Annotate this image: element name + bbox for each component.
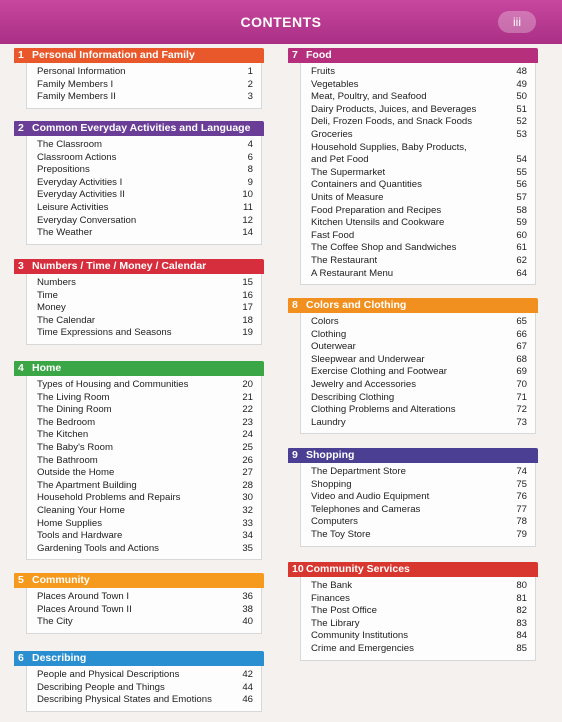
toc-section-s4 bbox=[14, 361, 264, 560]
entry-page-number: 11 bbox=[243, 201, 253, 213]
toc-section-s2 bbox=[14, 121, 264, 245]
section-header bbox=[288, 448, 538, 463]
toc-entry[interactable] bbox=[301, 479, 535, 492]
section-header bbox=[288, 562, 538, 577]
page-title: CONTENTS bbox=[240, 14, 322, 30]
entry-page-number: 14 bbox=[242, 227, 253, 239]
entry-title: Exercise Clothing and Footwear bbox=[311, 366, 447, 378]
entry-page-number: 72 bbox=[516, 404, 527, 416]
entry-title: Household Supplies, Baby Products, and Pet Food bbox=[311, 141, 467, 166]
section-number: 2 bbox=[18, 122, 24, 134]
entry-title: The Restaurant bbox=[311, 254, 378, 266]
toc-entry[interactable] bbox=[301, 79, 535, 92]
toc-entry[interactable] bbox=[301, 392, 535, 405]
entry-title: Jewelry and Accessories bbox=[311, 378, 417, 390]
entry-title: The Dining Room bbox=[37, 404, 112, 416]
entry-page-number: 8 bbox=[247, 164, 253, 176]
section-number: 1 bbox=[18, 49, 24, 61]
toc-entry[interactable] bbox=[27, 290, 261, 303]
entry-title: Places Around Town I bbox=[37, 591, 130, 602]
toc-entry[interactable] bbox=[301, 316, 535, 329]
section-header bbox=[14, 573, 264, 588]
entry-title: Prepositions bbox=[37, 164, 90, 176]
entry-page-number: 23 bbox=[242, 416, 253, 428]
entry-page-number: 79 bbox=[516, 528, 527, 540]
entry-page-number: 75 bbox=[516, 478, 527, 490]
section-entries bbox=[300, 463, 536, 547]
entry-title: Personal Information bbox=[37, 66, 126, 77]
toc-entry[interactable] bbox=[27, 66, 261, 79]
entry-page-number: 78 bbox=[516, 516, 527, 528]
entry-title: The Living Room bbox=[37, 391, 110, 403]
toc-entry[interactable] bbox=[301, 366, 535, 379]
entry-page-number: 60 bbox=[516, 229, 527, 241]
page-number-badge: iii bbox=[498, 11, 536, 33]
section-title: Community Services bbox=[306, 563, 410, 575]
toc-entry[interactable] bbox=[301, 91, 535, 104]
toc-entry[interactable] bbox=[301, 516, 535, 529]
toc-entry[interactable] bbox=[301, 104, 535, 117]
toc-entry[interactable] bbox=[301, 230, 535, 243]
entry-title: Finances bbox=[311, 592, 350, 604]
entry-title: Clothing Problems and Alterations bbox=[311, 404, 456, 416]
entry-title: The Library bbox=[311, 617, 360, 629]
section-header bbox=[288, 48, 538, 63]
entry-page-number: 54 bbox=[516, 154, 527, 166]
toc-entry[interactable] bbox=[301, 491, 535, 504]
entry-page-number: 66 bbox=[516, 328, 527, 340]
toc-entry[interactable] bbox=[27, 379, 261, 392]
entry-page-number: 55 bbox=[516, 166, 527, 178]
entry-title: The Bank bbox=[311, 580, 353, 591]
toc-entry[interactable] bbox=[27, 417, 261, 430]
entry-page-number: 33 bbox=[242, 517, 253, 529]
toc-entry[interactable] bbox=[27, 518, 261, 531]
entry-page-number: 12 bbox=[242, 214, 253, 226]
entry-page-number: 30 bbox=[242, 492, 253, 504]
entry-title: People and Physical Descriptions bbox=[37, 669, 180, 680]
entry-title: Home Supplies bbox=[37, 517, 103, 529]
entry-page-number: 22 bbox=[242, 404, 253, 416]
entry-page-number: 42 bbox=[242, 669, 253, 680]
section-number: 7 bbox=[292, 49, 298, 61]
entry-page-number: 2 bbox=[247, 78, 253, 90]
toc-entry[interactable] bbox=[301, 242, 535, 255]
toc-entry[interactable] bbox=[301, 255, 535, 268]
toc-entry[interactable] bbox=[27, 302, 261, 315]
toc-entry[interactable] bbox=[27, 91, 261, 104]
entry-page-number: 67 bbox=[516, 341, 527, 353]
entry-page-number: 27 bbox=[242, 467, 253, 479]
toc-entry[interactable] bbox=[301, 404, 535, 417]
entry-page-number: 85 bbox=[516, 642, 527, 654]
toc-section-s3 bbox=[14, 259, 264, 345]
section-title: Colors and Clothing bbox=[306, 299, 407, 311]
entry-page-number: 1 bbox=[247, 66, 253, 77]
entry-page-number: 51 bbox=[516, 103, 527, 115]
entry-title: Types of Housing and Communities bbox=[37, 379, 189, 390]
toc-entry[interactable] bbox=[301, 129, 535, 142]
toc-entry[interactable] bbox=[27, 616, 261, 629]
toc-entry[interactable] bbox=[301, 142, 535, 167]
toc-entry[interactable] bbox=[301, 354, 535, 367]
entry-page-number: 81 bbox=[516, 592, 527, 604]
toc-entry[interactable] bbox=[301, 268, 535, 281]
section-title: Personal Information and Family bbox=[32, 49, 195, 61]
entry-title: The Bedroom bbox=[37, 416, 96, 428]
entry-page-number: 80 bbox=[516, 580, 527, 591]
entry-title: Everyday Activities II bbox=[37, 189, 125, 201]
section-number: 4 bbox=[18, 362, 24, 374]
toc-entry[interactable] bbox=[301, 192, 535, 205]
entry-page-number: 65 bbox=[516, 316, 527, 327]
entry-title: The Classroom bbox=[37, 139, 103, 150]
toc-entry[interactable] bbox=[27, 455, 261, 468]
entry-page-number: 58 bbox=[516, 204, 527, 216]
toc-entry[interactable] bbox=[301, 341, 535, 354]
section-title: Common Everyday Activities and Language bbox=[32, 122, 251, 134]
toc-entry[interactable] bbox=[301, 605, 535, 618]
entry-title: Household Problems and Repairs bbox=[37, 492, 181, 504]
entry-page-number: 36 bbox=[242, 591, 253, 602]
entry-title: Everyday Activities I bbox=[37, 176, 123, 188]
section-title: Community bbox=[32, 574, 90, 586]
section-number: 5 bbox=[18, 574, 24, 586]
entry-page-number: 32 bbox=[242, 504, 253, 516]
toc-entry[interactable] bbox=[27, 404, 261, 417]
entry-page-number: 17 bbox=[242, 302, 253, 314]
entry-title: Describing Physical States and Emotions bbox=[37, 694, 212, 706]
toc-entry[interactable] bbox=[27, 429, 261, 442]
toc-entry[interactable] bbox=[27, 79, 261, 92]
entry-title: Numbers bbox=[37, 277, 76, 288]
toc-entry[interactable] bbox=[27, 530, 261, 543]
section-entries bbox=[300, 313, 536, 434]
section-entries bbox=[26, 274, 262, 345]
toc-entry[interactable] bbox=[301, 504, 535, 517]
toc-entry[interactable] bbox=[27, 177, 261, 190]
entry-title: Units of Measure bbox=[311, 191, 384, 203]
entry-page-number: 68 bbox=[516, 353, 527, 365]
entry-title: Colors bbox=[311, 316, 339, 327]
entry-title: The Supermarket bbox=[311, 166, 386, 178]
toc-entry[interactable] bbox=[27, 442, 261, 455]
section-header bbox=[288, 298, 538, 313]
entry-title: Places Around Town II bbox=[37, 603, 132, 615]
toc-entry[interactable] bbox=[301, 167, 535, 180]
toc-entry[interactable] bbox=[27, 215, 261, 228]
toc-entry[interactable] bbox=[27, 467, 261, 480]
entry-page-number: 70 bbox=[516, 378, 527, 390]
entry-page-number: 26 bbox=[242, 454, 253, 466]
entry-page-number: 6 bbox=[247, 151, 253, 163]
toc-entry[interactable] bbox=[27, 604, 261, 617]
section-entries bbox=[26, 136, 262, 245]
entry-title: Time Expressions and Seasons bbox=[37, 327, 172, 339]
section-entries bbox=[26, 666, 262, 712]
toc-entry[interactable] bbox=[27, 139, 261, 152]
entry-title: The Coffee Shop and Sandwiches bbox=[311, 242, 457, 254]
entry-page-number: 24 bbox=[242, 429, 253, 441]
entry-page-number: 50 bbox=[516, 91, 527, 103]
entry-page-number: 3 bbox=[247, 91, 253, 103]
entry-title: Everyday Conversation bbox=[37, 214, 137, 226]
entry-title: The Kitchen bbox=[37, 429, 89, 441]
toc-entry[interactable] bbox=[27, 669, 261, 682]
toc-entry[interactable] bbox=[27, 543, 261, 556]
entry-title: Vegetables bbox=[311, 78, 359, 90]
entry-title: Video and Audio Equipment bbox=[311, 491, 430, 503]
entry-title: Clothing bbox=[311, 328, 347, 340]
entry-title: Community Institutions bbox=[311, 630, 409, 642]
section-header bbox=[14, 48, 264, 63]
entry-page-number: 44 bbox=[242, 681, 253, 693]
entry-title: Gardening Tools and Actions bbox=[37, 542, 159, 554]
entry-page-number: 61 bbox=[516, 242, 527, 254]
section-header bbox=[14, 259, 264, 274]
toc-entry[interactable] bbox=[27, 227, 261, 240]
section-number: 8 bbox=[292, 299, 298, 311]
entry-page-number: 71 bbox=[516, 391, 527, 403]
entry-title: The Post Office bbox=[311, 605, 377, 617]
section-title: Numbers / Time / Money / Calendar bbox=[32, 260, 207, 272]
entry-title: The Baby's Room bbox=[37, 441, 113, 453]
toc-entry[interactable] bbox=[27, 392, 261, 405]
entry-title: Food Preparation and Recipes bbox=[311, 204, 442, 216]
entry-page-number: 64 bbox=[516, 267, 527, 279]
toc-entry[interactable] bbox=[301, 66, 535, 79]
entry-title: Crime and Emergencies bbox=[311, 642, 414, 654]
toc-entry[interactable] bbox=[301, 643, 535, 656]
toc-entry[interactable] bbox=[27, 492, 261, 505]
entry-title: Tools and Hardware bbox=[37, 530, 123, 542]
entry-page-number: 35 bbox=[242, 542, 253, 554]
entry-page-number: 77 bbox=[516, 503, 527, 515]
entry-page-number: 53 bbox=[516, 128, 527, 140]
entry-title: Family Members II bbox=[37, 91, 116, 103]
section-entries bbox=[300, 63, 536, 285]
entry-page-number: 25 bbox=[242, 441, 253, 453]
toc-entry[interactable] bbox=[301, 529, 535, 542]
entry-page-number: 69 bbox=[516, 366, 527, 378]
toc-entry[interactable] bbox=[301, 630, 535, 643]
entry-page-number: 38 bbox=[242, 603, 253, 615]
toc-entry[interactable] bbox=[27, 591, 261, 604]
entry-title: Dairy Products, Juices, and Beverages bbox=[311, 103, 477, 115]
section-number: 6 bbox=[18, 652, 24, 664]
entry-title: Fruits bbox=[311, 66, 335, 77]
entry-title: Leisure Activities bbox=[37, 201, 109, 213]
toc-entry[interactable] bbox=[27, 189, 261, 202]
section-number: 10 bbox=[292, 563, 304, 575]
entry-page-number: 20 bbox=[242, 379, 253, 390]
entry-page-number: 52 bbox=[516, 116, 527, 128]
toc-entry[interactable] bbox=[27, 327, 261, 340]
toc-section-s7 bbox=[288, 48, 538, 285]
entry-page-number: 40 bbox=[242, 616, 253, 628]
section-entries bbox=[300, 577, 536, 661]
entry-page-number: 73 bbox=[516, 416, 527, 428]
toc-entry[interactable] bbox=[27, 682, 261, 695]
entry-page-number: 83 bbox=[516, 617, 527, 629]
entry-title: The Weather bbox=[37, 227, 93, 239]
entry-page-number: 9 bbox=[247, 176, 253, 188]
toc-entry[interactable] bbox=[301, 466, 535, 479]
entry-title: The Bathroom bbox=[37, 454, 98, 466]
toc-entry[interactable] bbox=[27, 694, 261, 707]
entry-page-number: 59 bbox=[516, 217, 527, 229]
section-header bbox=[14, 361, 264, 376]
toc-section-s6 bbox=[14, 651, 264, 712]
entry-title: Telephones and Cameras bbox=[311, 503, 421, 515]
toc-section-s9 bbox=[288, 448, 538, 547]
entry-page-number: 76 bbox=[516, 491, 527, 503]
entry-page-number: 56 bbox=[516, 179, 527, 191]
entry-title: Sleepwear and Underwear bbox=[311, 353, 425, 365]
entry-page-number: 19 bbox=[242, 327, 253, 339]
entry-page-number: 62 bbox=[516, 254, 527, 266]
entry-title: The Toy Store bbox=[311, 528, 371, 540]
toc-entry[interactable] bbox=[301, 417, 535, 430]
section-entries bbox=[26, 63, 262, 109]
toc-entry[interactable] bbox=[301, 179, 535, 192]
entry-page-number: 48 bbox=[516, 66, 527, 77]
entry-title: Kitchen Utensils and Cookware bbox=[311, 217, 445, 229]
toc-section-s8 bbox=[288, 298, 538, 434]
entry-title: Describing People and Things bbox=[37, 681, 165, 693]
entry-page-number: 74 bbox=[516, 466, 527, 477]
toc-entry[interactable] bbox=[301, 217, 535, 230]
entry-title: Fast Food bbox=[311, 229, 355, 241]
section-title: Shopping bbox=[306, 449, 355, 461]
entry-title: The City bbox=[37, 616, 73, 628]
toc-section-s1 bbox=[14, 48, 264, 109]
entry-page-number: 15 bbox=[242, 277, 253, 288]
toc-entry[interactable] bbox=[27, 277, 261, 290]
section-header bbox=[14, 121, 264, 136]
entry-title: Computers bbox=[311, 516, 358, 528]
toc-entry[interactable] bbox=[301, 618, 535, 631]
toc-section-s10 bbox=[288, 562, 538, 661]
section-title: Food bbox=[306, 49, 332, 61]
entry-title: Cleaning Your Home bbox=[37, 504, 126, 516]
toc-entry[interactable] bbox=[301, 580, 535, 593]
entry-title: Time bbox=[37, 289, 58, 301]
entry-title: Meat, Poultry, and Seafood bbox=[311, 91, 427, 103]
toc-entry[interactable] bbox=[301, 593, 535, 606]
section-number: 3 bbox=[18, 260, 24, 272]
entry-page-number: 4 bbox=[247, 139, 253, 150]
toc-entry[interactable] bbox=[27, 202, 261, 215]
entry-title: Containers and Quantities bbox=[311, 179, 422, 191]
entry-title: Deli, Frozen Foods, and Snack Foods bbox=[311, 116, 473, 128]
toc-entry[interactable] bbox=[27, 164, 261, 177]
entry-title: Outside the Home bbox=[37, 467, 115, 479]
entry-page-number: 57 bbox=[516, 191, 527, 203]
section-header bbox=[14, 651, 264, 666]
toc-entry[interactable] bbox=[27, 505, 261, 518]
entry-page-number: 84 bbox=[516, 630, 527, 642]
entry-title: The Calendar bbox=[37, 314, 96, 326]
entry-page-number: 10 bbox=[242, 189, 253, 201]
entry-title: Classroom Actions bbox=[37, 151, 117, 163]
entry-title: Outerwear bbox=[311, 341, 356, 353]
entry-page-number: 49 bbox=[516, 78, 527, 90]
entry-title: Family Members I bbox=[37, 78, 114, 90]
section-title: Home bbox=[32, 362, 62, 374]
entry-page-number: 46 bbox=[242, 694, 253, 706]
toc-entry[interactable] bbox=[27, 480, 261, 493]
entry-page-number: 28 bbox=[242, 479, 253, 491]
entry-page-number: 18 bbox=[242, 314, 253, 326]
entry-title: A Restaurant Menu bbox=[311, 267, 394, 279]
page-header bbox=[0, 0, 562, 44]
toc-entry[interactable] bbox=[301, 379, 535, 392]
entry-page-number: 82 bbox=[516, 605, 527, 617]
section-entries bbox=[26, 588, 262, 634]
entry-title: Shopping bbox=[311, 478, 352, 490]
section-title: Describing bbox=[32, 652, 87, 664]
entry-page-number: 21 bbox=[242, 391, 253, 403]
section-entries bbox=[26, 376, 262, 560]
entry-title: Money bbox=[37, 302, 66, 314]
entry-title: Describing Clothing bbox=[311, 391, 395, 403]
entry-title: The Department Store bbox=[311, 466, 406, 477]
toc-entry[interactable] bbox=[301, 205, 535, 218]
entry-title: Laundry bbox=[311, 416, 346, 428]
entry-title: The Apartment Building bbox=[37, 479, 137, 491]
toc-entry[interactable] bbox=[27, 152, 261, 165]
section-number: 9 bbox=[292, 449, 298, 461]
toc-entry[interactable] bbox=[27, 315, 261, 328]
toc-entry[interactable] bbox=[301, 116, 535, 129]
entry-page-number: 34 bbox=[242, 530, 253, 542]
entry-page-number: 16 bbox=[242, 289, 253, 301]
toc-section-s5 bbox=[14, 573, 264, 634]
entry-title: Groceries bbox=[311, 128, 353, 140]
toc-entry[interactable] bbox=[301, 329, 535, 342]
